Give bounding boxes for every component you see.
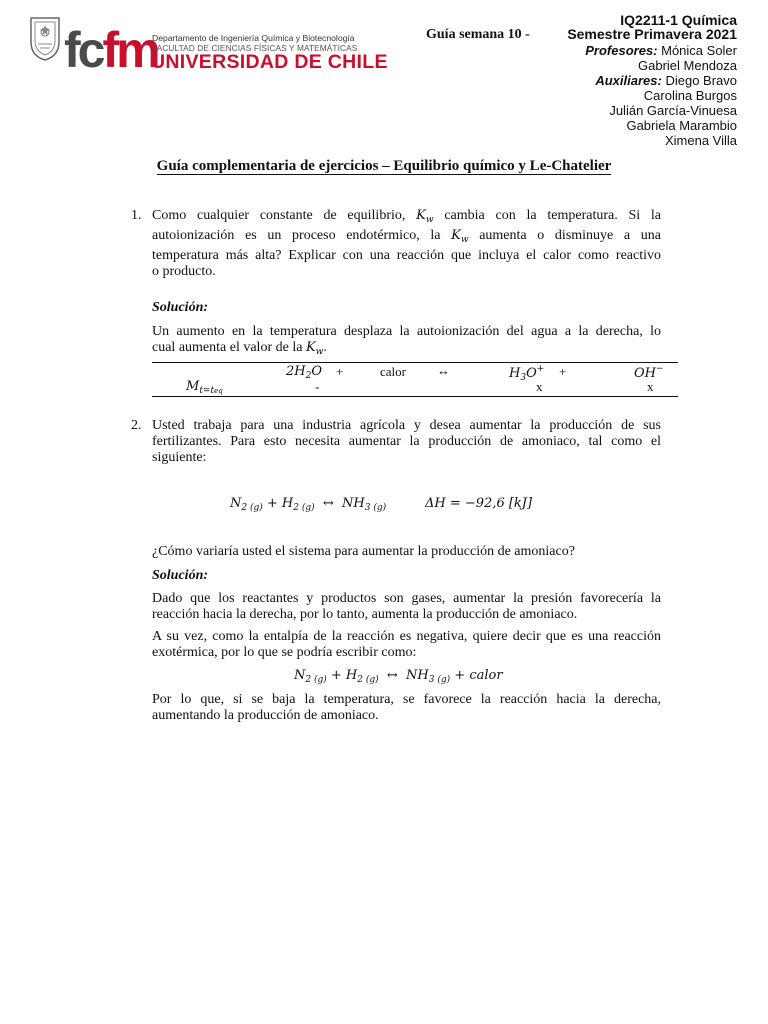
table-cell-plus: + (559, 364, 567, 379)
staff-list (585, 43, 737, 148)
course-code: IQ2211-1 Química (620, 12, 737, 28)
question-number: 2. (131, 418, 142, 433)
table-cell-hydroxide: OH− (634, 364, 664, 381)
table-cell-value: - (315, 379, 320, 394)
professor-name: Mónica Soler (661, 43, 737, 58)
document-title: Guía complementaria de ejercicios – Equilibrio químico y Le-Chatelier (156, 158, 612, 174)
table-cell-value: x (647, 379, 654, 394)
assistants-label: Auxiliares: (595, 73, 662, 88)
assistant-name: Diego Bravo (665, 73, 737, 88)
exothermic-equation: $N_{2 (g)} + H_{2 (g)}$ ↔ $NH_{3 (g)}$ + calor (294, 668, 503, 685)
enthalpy-value: ΔH = −92,6 [kJ] (425, 496, 533, 511)
assistant-name: Gabriela Marambio (626, 118, 737, 133)
fcfm-logo: fcfm (64, 22, 158, 78)
table-cell-water: $2H_2O$ (286, 364, 323, 381)
solution-2-paragraph-1: Dado que los reactantes y productos son gases, aumentar la presión favorecería la reacción hacia la derecha, por lo tanto, aumenta la producción de amoniaco. (152, 591, 661, 622)
solution-2-paragraph-2: A su vez, como la entalpía de la reacción es negativa, quiere decir que es una reacción exotérmica, por lo que se podría escribir como: (152, 629, 661, 660)
solution-label: Solución: (152, 568, 209, 583)
faculty-name: FACULTAD DE CIENCIAS FÍSICAS Y MATEMÁTICAS (152, 43, 358, 53)
table-cell-hydronium: $H_3O^+$ (509, 364, 545, 383)
question-number: 1. (131, 208, 142, 223)
assistant-name: Carolina Burgos (643, 88, 737, 103)
professors-label: Profesores: (585, 43, 658, 58)
solution-2-paragraph-3: Por lo que, si se baja la temperatura, se favorece la reacción hacia la derecha, aumentando la producción de amoniaco. (152, 692, 661, 723)
table-cell-arrow: ↔ (437, 363, 450, 378)
university-seal-icon (28, 14, 62, 62)
table-cell-value: x (536, 379, 543, 394)
question-2-prompt: ¿Cómo variaría usted el sistema para aumentar la producción de amoniaco? (152, 544, 575, 559)
ammonia-equation: $N_{2 (g)} + H_{2 (g)}$ ↔ $NH_{3 (g)}$ (230, 496, 387, 513)
professor-name: Gabriel Mendoza (638, 58, 737, 73)
guide-week: Guía semana 10 - (426, 27, 530, 42)
solution-label: Solución: (152, 300, 209, 315)
table-top-rule (152, 362, 678, 363)
assistant-name: Julián García-Vinuesa (609, 103, 737, 118)
table-row-label: $M_{t=teq}$ (186, 379, 223, 396)
table-bottom-rule (152, 396, 678, 397)
department-name: Departamento de Ingeniería Química y Biotecnología (152, 33, 355, 43)
question-1-text: Como cualquier constante de equilibrio, $K_w$ cambia con la temperatura. Si la autoionización es un proceso endotérmico, la $K_w$ aumenta o disminuye a una temperatura más alta? Explicar con una reacción que incluya el calor como reactivo o producto. (152, 208, 662, 279)
table-cell-heat: calor (380, 364, 406, 379)
university-name: UNIVERSIDAD DE CHILE (151, 51, 388, 73)
table-cell-plus: + (336, 364, 344, 379)
assistant-name: Ximena Villa (664, 133, 737, 148)
question-2-text: Usted trabaja para una industria agrícola y desea aumentar la producción de sus fertilizantes. Para esto necesita aumentar la producción de amoniaco, tal como el siguiente: (152, 418, 661, 465)
semester: Semestre Primavera 2021 (567, 26, 737, 42)
solution-1-text: Un aumento en la temperatura desplaza la autoionización del agua a la derecha, lo cual aumenta el valor de la $K_w$. (152, 324, 661, 357)
